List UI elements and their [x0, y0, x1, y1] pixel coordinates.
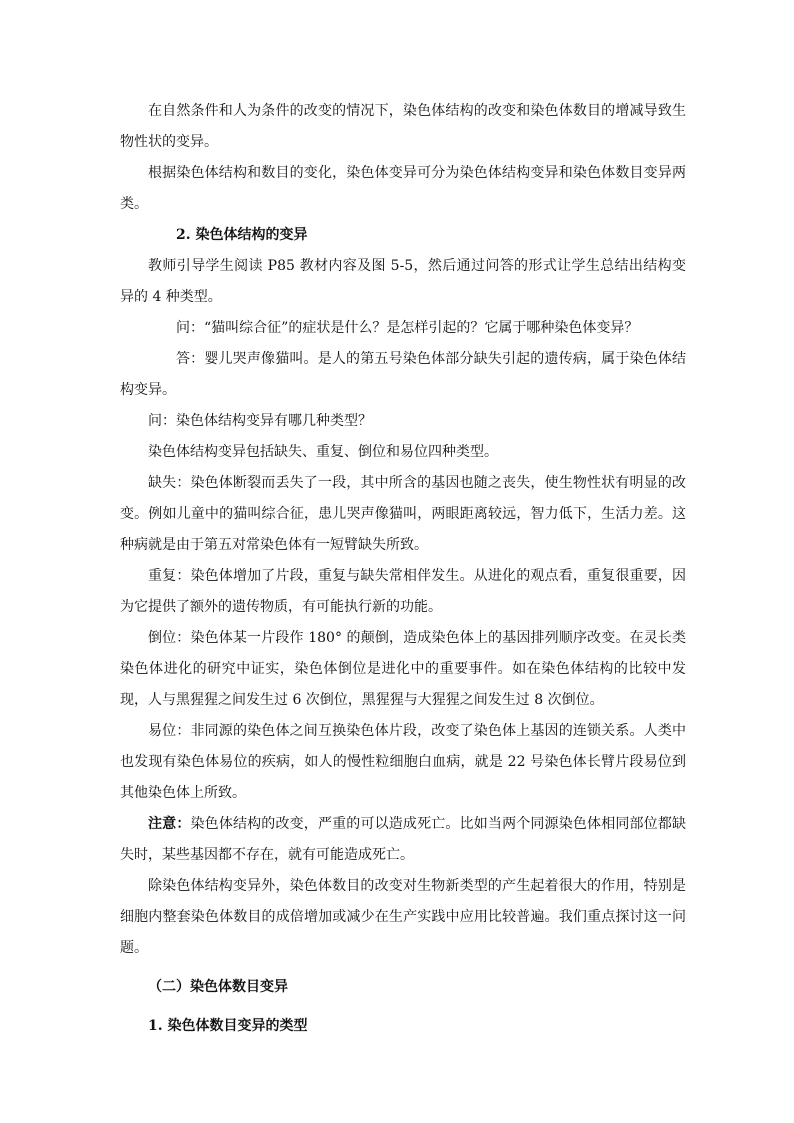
- paragraph-intro-1: 在自然条件和人为条件的改变的情况下，染色体结构的改变和染色体数目的增减导致生物性状的变异。: [120, 103, 686, 150]
- paragraph-teacher-guide: 教师引导学生阅读 P85 教材内容及图 5-5，然后通过问答的形式让学生总结出结构变异的 4 种类型。: [120, 258, 686, 305]
- paragraph-inversion: 倒位：染色体某一片段作 180° 的颠倒，造成染色体上的基因排列顺序改变。在灵长类染色体进化的研究中证实，染色体倒位是进化中的重要事件。如在染色体结构的比较中发现，人与黑猩猩之间发生过 6 次倒位，黑猩猩与大猩猩之间发生过 8 次倒位。: [120, 630, 686, 708]
- paragraph-translocation: 易位：非同源的染色体之间互换染色体片段，改变了染色体上基因的连锁关系。人类中也发现有染色体易位的疾病，如人的慢性粒细胞白血病，就是 22 号染色体长臂片段易位到其他染色体上所致。: [120, 723, 686, 801]
- paragraph-note: [120, 809, 686, 871]
- answer-structure-types: 染色体结构变异包括缺失、重复、倒位和易位四种类型。: [148, 444, 498, 460]
- question-cat-cry: 问：“猫叫综合征”的症状是什么？是怎样引起的？它属于哪种染色体变异？: [176, 320, 639, 336]
- answer-cat-cry: 答：婴儿哭声像猫叫。是人的第五号染色体部分缺失引起的遗传病，属于染色体结构变异。: [120, 351, 686, 398]
- note-label: 注意：: [148, 816, 191, 832]
- paragraph-number-intro: 除染色体结构变异外，染色体数目的改变对生物新类型的产生起着很大的作用，特别是细胞内整套染色体数目的成倍增加或减少在生产实践中应用比较普遍。我们重点探讨这一问题。: [120, 878, 686, 956]
- heading-number-variation: （二）染色体数目变异: [148, 979, 288, 995]
- spacer: [120, 964, 686, 972]
- heading-number-variation-types: 1. 染色体数目变异的类型: [148, 1018, 308, 1034]
- heading-structure-variation: 2. 染色体结构的变异: [176, 227, 308, 243]
- paragraph-duplication: 重复：染色体增加了片段，重复与缺失常相伴发生。从进化的观点看，重复很重要，因为它提供了额外的遗传物质，有可能执行新的功能。: [120, 568, 686, 615]
- document-page: [120, 96, 686, 1042]
- spacer: [120, 1003, 686, 1011]
- paragraph-deletion: 缺失：染色体断裂而丢失了一段，其中所含的基因也随之丧失，使生物性状有明显的改变。例如儿童中的猫叫综合征，患儿哭声像猫叫，两眼距离较远，智力低下，生活力差。这种病就是由于第五对常染色体有一短臂缺失所致。: [120, 475, 686, 553]
- note-text: 染色体结构的改变，严重的可以造成死亡。比如当两个同源染色体相同部位都缺失时，某些基因都不存在，就有可能造成死亡。: [120, 816, 687, 863]
- paragraph-intro-2: 根据染色体结构和数目的变化，染色体变异可分为染色体结构变异和染色体数目变异两类。: [120, 165, 686, 212]
- question-structure-types: 问：染色体结构变异有哪几种类型？: [148, 413, 372, 429]
